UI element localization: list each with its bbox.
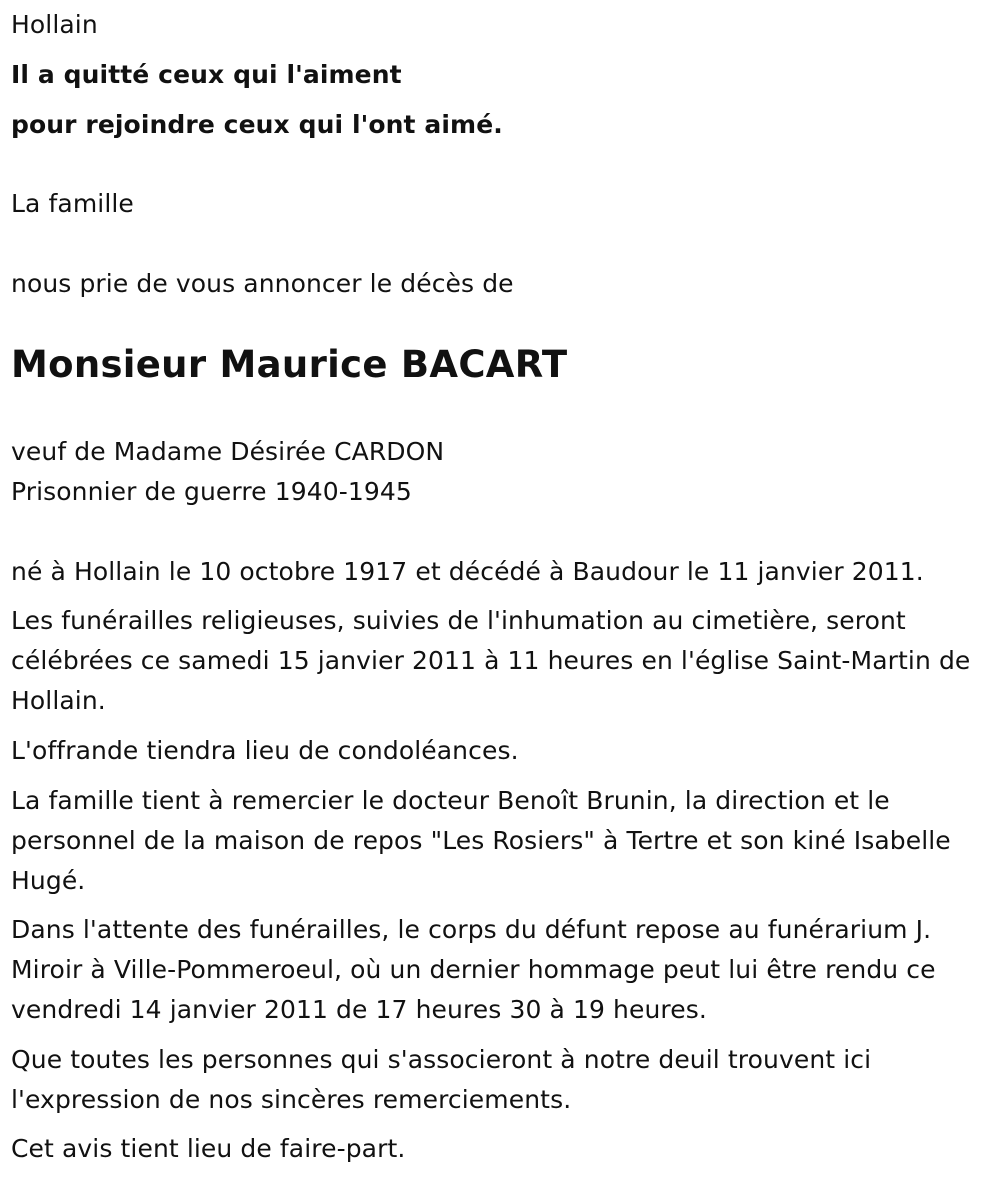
thanks-paragraph: La famille tient à remercier le docteur Benoît Brunin, la direction et le personnel de la maison de repos "Les Rosiers" à Tertre et son kiné Isabelle Hugé. [11,786,951,895]
spouse-line: veuf de Madame Désirée CARDON [11,437,445,466]
closing-paragraph: Cet avis tient lieu de faire-part. [11,1134,406,1163]
offering-paragraph: L'offrande tiendra lieu de condoléances. [11,736,519,765]
place-name: Hollain [11,10,98,39]
gratitude-paragraph: Que toutes les personnes qui s'associeront à notre deuil trouvent ici l'expression de nos sincères remerciements. [11,1045,872,1114]
quote-line-2: pour rejoindre ceux qui l'ont aimé. [11,110,503,139]
visitation-paragraph: Dans l'attente des funérailles, le corps du défunt repose au funérarium J. Miroir à Ville-Pommeroeul, où un dernier hommage peut lui être rendu ce vendredi 14 janvier 2011 de 17 heures 30 à 19 heures. [11,915,936,1024]
announce-line: nous prie de vous annoncer le décès de [11,269,514,298]
birth-death-line: né à Hollain le 10 octobre 1917 et décédé à Baudour le 11 janvier 2011. [11,557,924,586]
quote-line-1: Il a quitté ceux qui l'aiment [11,60,402,89]
deceased-name: Monsieur Maurice BACART [11,343,568,386]
prisoner-note: Prisonnier de guerre 1940-1945 [11,477,412,506]
funeral-paragraph: Les funérailles religieuses, suivies de l'inhumation au cimetière, seront célébrées ce samedi 15 janvier 2011 à 11 heures en l'église Saint-Martin de Hollain. [11,606,971,715]
family-line: La famille [11,189,134,218]
